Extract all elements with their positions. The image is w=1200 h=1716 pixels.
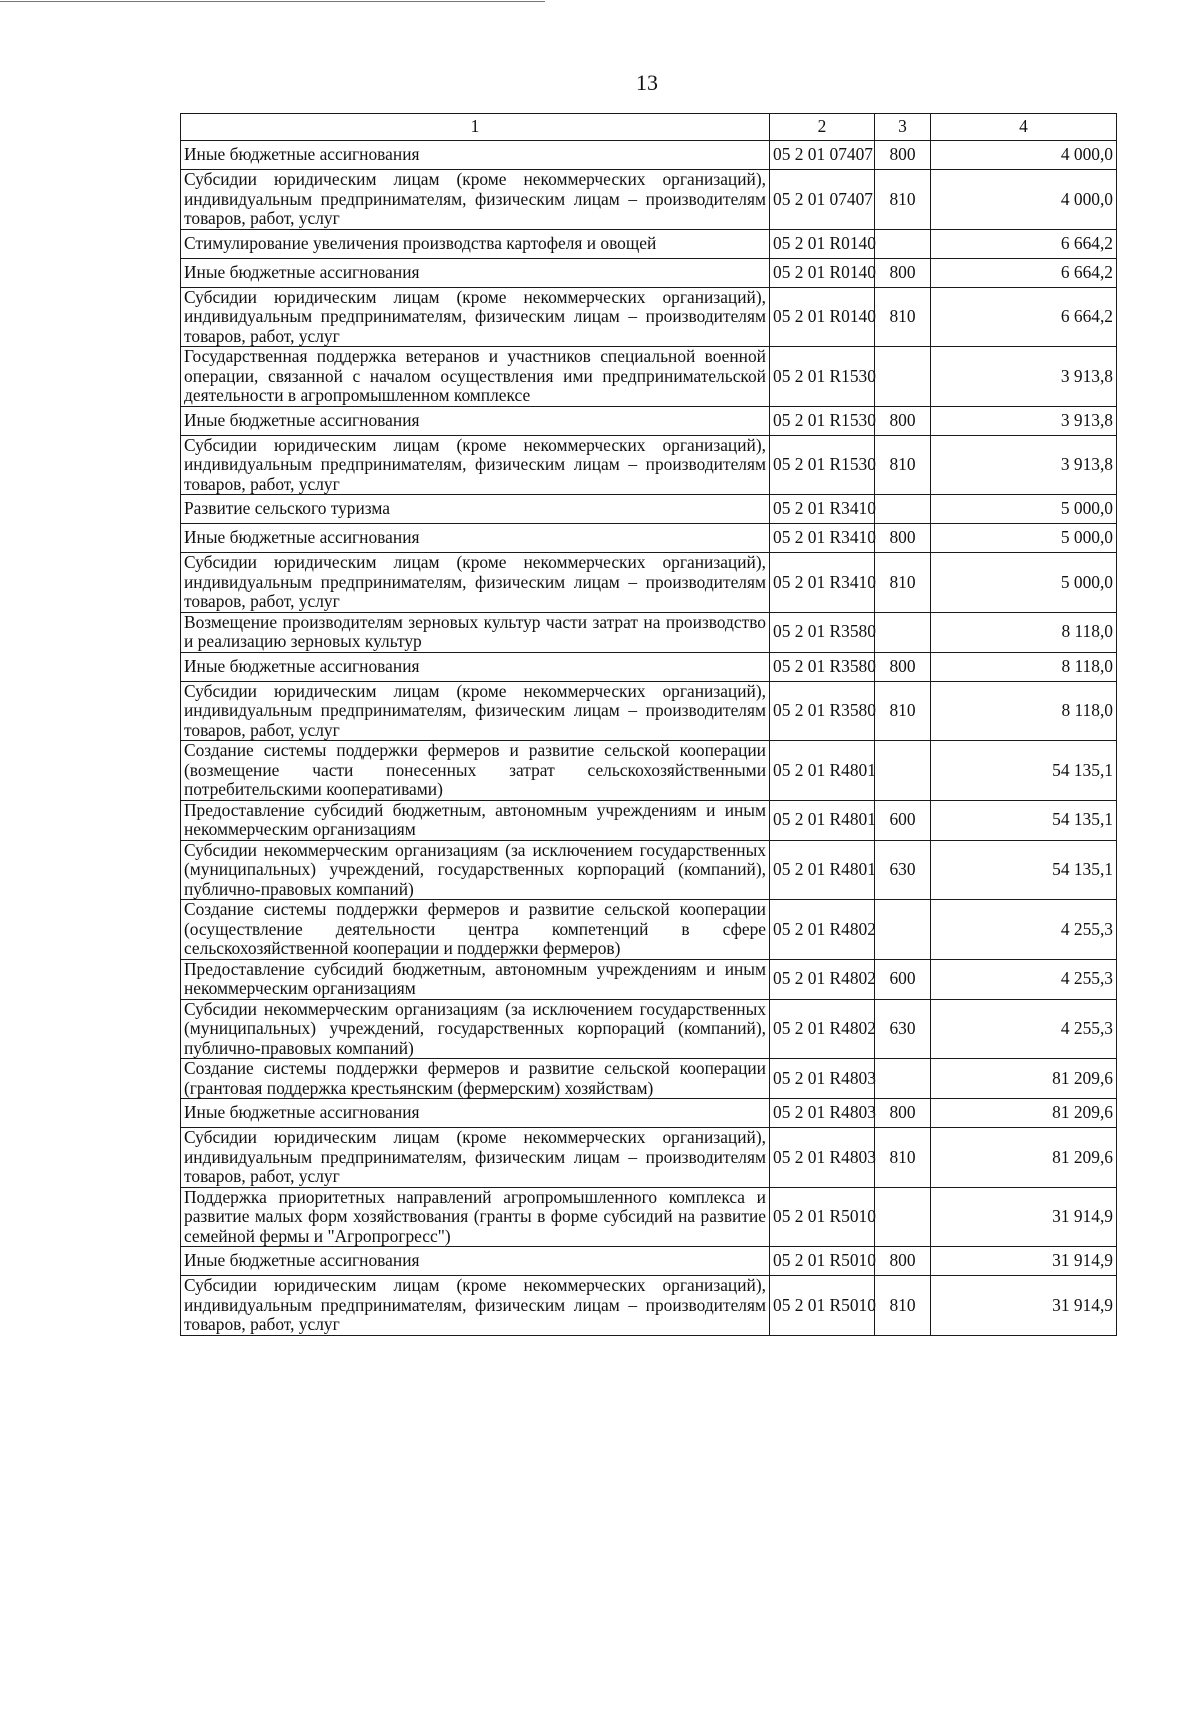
- table-row: [181, 524, 1117, 553]
- column-header-amount: 4: [931, 114, 1117, 141]
- row-name-cell: Субсидии юридическим лицам (кроме некоммерческих организаций), индивидуальным предпринимателям, физическим лицам – производителям товаров, работ, услуг: [181, 435, 770, 495]
- row-code-cell: 05 2 01 R3580: [770, 652, 875, 681]
- row-code-cell: 05 2 01 R4803: [770, 1128, 875, 1188]
- row-amount-cell: 4 000,0: [931, 141, 1117, 170]
- row-amount-cell: 4 255,3: [931, 900, 1117, 960]
- scan-edge-line: [0, 1, 545, 2]
- row-expense-type-cell: 800: [875, 258, 931, 287]
- table-row: [181, 1276, 1117, 1336]
- row-name-cell: Иные бюджетные ассигнования: [181, 1247, 770, 1276]
- row-name-cell: Иные бюджетные ассигнования: [181, 524, 770, 553]
- row-code-cell: 05 2 01 R4801: [770, 741, 875, 801]
- row-amount-cell: 54 135,1: [931, 741, 1117, 801]
- row-expense-type-cell: [875, 1059, 931, 1099]
- row-expense-type-cell: 800: [875, 141, 931, 170]
- table-row: [181, 840, 1117, 900]
- row-expense-type-cell: 600: [875, 959, 931, 999]
- column-header-code: 2: [770, 114, 875, 141]
- row-amount-cell: 81 209,6: [931, 1128, 1117, 1188]
- row-name-cell: Субсидии некоммерческим организациям (за исключением государственных (муниципальных) учреждений, государственных корпораций (компаний), публично-правовых компаний): [181, 999, 770, 1059]
- table-row: [181, 435, 1117, 495]
- row-expense-type-cell: [875, 1187, 931, 1247]
- row-amount-cell: 8 118,0: [931, 652, 1117, 681]
- row-amount-cell: 31 914,9: [931, 1276, 1117, 1336]
- row-code-cell: 05 2 01 R3580: [770, 612, 875, 652]
- row-name-cell: Создание системы поддержки фермеров и развитие сельской кооперации (возмещение части понесенных затрат сельскохозяйственными потребительскими кооперативами): [181, 741, 770, 801]
- row-amount-cell: 3 913,8: [931, 406, 1117, 435]
- row-name-cell: Предоставление субсидий бюджетным, автономным учреждениям и иным некоммерческим организациям: [181, 800, 770, 840]
- row-code-cell: 05 2 01 R5010: [770, 1247, 875, 1276]
- row-code-cell: 05 2 01 07407: [770, 170, 875, 230]
- table-row: [181, 258, 1117, 287]
- table-row: [181, 495, 1117, 524]
- table-row: [181, 347, 1117, 407]
- row-code-cell: 05 2 01 R3410: [770, 495, 875, 524]
- row-code-cell: 05 2 01 R1530: [770, 347, 875, 407]
- row-expense-type-cell: 800: [875, 1099, 931, 1128]
- table-body: [181, 141, 1117, 1336]
- table-row: [181, 900, 1117, 960]
- row-amount-cell: 31 914,9: [931, 1247, 1117, 1276]
- row-name-cell: Субсидии юридическим лицам (кроме некоммерческих организаций), индивидуальным предпринимателям, физическим лицам – производителям товаров, работ, услуг: [181, 681, 770, 741]
- row-amount-cell: 81 209,6: [931, 1059, 1117, 1099]
- row-code-cell: 05 2 01 R5010: [770, 1187, 875, 1247]
- table-row: [181, 652, 1117, 681]
- budget-table: [180, 113, 1117, 1336]
- row-name-cell: Создание системы поддержки фермеров и развитие сельской кооперации (осуществление деятельности центра компетенций в сфере сельскохозяйственной кооперации и поддержки фермеров): [181, 900, 770, 960]
- table-row: [181, 612, 1117, 652]
- row-code-cell: 05 2 01 R5010: [770, 1276, 875, 1336]
- table-row: [181, 1187, 1117, 1247]
- row-expense-type-cell: 800: [875, 652, 931, 681]
- row-expense-type-cell: [875, 900, 931, 960]
- row-name-cell: Субсидии юридическим лицам (кроме некоммерческих организаций), индивидуальным предпринимателям, физическим лицам – производителям товаров, работ, услуг: [181, 287, 770, 347]
- row-code-cell: 05 2 01 R3410: [770, 524, 875, 553]
- row-code-cell: 05 2 01 R0140: [770, 287, 875, 347]
- row-expense-type-cell: 810: [875, 287, 931, 347]
- row-code-cell: 05 2 01 R1530: [770, 435, 875, 495]
- table-row: [181, 681, 1117, 741]
- row-expense-type-cell: 810: [875, 1128, 931, 1188]
- row-code-cell: 05 2 01 R4802: [770, 959, 875, 999]
- row-code-cell: 05 2 01 R0140: [770, 229, 875, 258]
- table-row: [181, 553, 1117, 613]
- row-expense-type-cell: 800: [875, 1247, 931, 1276]
- row-amount-cell: 4 255,3: [931, 959, 1117, 999]
- table-row: [181, 800, 1117, 840]
- row-code-cell: 05 2 01 R1530: [770, 406, 875, 435]
- table-row: [181, 959, 1117, 999]
- row-amount-cell: 5 000,0: [931, 495, 1117, 524]
- row-amount-cell: 3 913,8: [931, 435, 1117, 495]
- row-amount-cell: 54 135,1: [931, 840, 1117, 900]
- row-amount-cell: 54 135,1: [931, 800, 1117, 840]
- row-amount-cell: 5 000,0: [931, 553, 1117, 613]
- row-amount-cell: 81 209,6: [931, 1099, 1117, 1128]
- row-expense-type-cell: [875, 741, 931, 801]
- table-row: [181, 170, 1117, 230]
- row-amount-cell: 6 664,2: [931, 229, 1117, 258]
- row-expense-type-cell: [875, 495, 931, 524]
- page-number: 13: [636, 70, 658, 95]
- row-name-cell: Иные бюджетные ассигнования: [181, 258, 770, 287]
- row-name-cell: Иные бюджетные ассигнования: [181, 406, 770, 435]
- column-header-name: 1: [181, 114, 770, 141]
- row-expense-type-cell: 600: [875, 800, 931, 840]
- row-name-cell: Поддержка приоритетных направлений агропромышленного комплекса и развитие малых форм хозяйствования (гранты в форме субсидий на развитие семейной фермы и "Агропрогресс"): [181, 1187, 770, 1247]
- row-expense-type-cell: 810: [875, 170, 931, 230]
- table-row: [181, 1128, 1117, 1188]
- row-amount-cell: 8 118,0: [931, 681, 1117, 741]
- table-row: [181, 1059, 1117, 1099]
- row-name-cell: Субсидии юридическим лицам (кроме некоммерческих организаций), индивидуальным предпринимателям, физическим лицам – производителям товаров, работ, услуг: [181, 170, 770, 230]
- row-amount-cell: 5 000,0: [931, 524, 1117, 553]
- row-name-cell: Субсидии юридическим лицам (кроме некоммерческих организаций), индивидуальным предпринимателям, физическим лицам – производителям товаров, работ, услуг: [181, 1128, 770, 1188]
- row-amount-cell: 31 914,9: [931, 1187, 1117, 1247]
- row-expense-type-cell: 630: [875, 999, 931, 1059]
- row-expense-type-cell: [875, 229, 931, 258]
- row-expense-type-cell: [875, 347, 931, 407]
- row-amount-cell: 3 913,8: [931, 347, 1117, 407]
- row-amount-cell: 4 000,0: [931, 170, 1117, 230]
- row-code-cell: 05 2 01 R3410: [770, 553, 875, 613]
- row-name-cell: Развитие сельского туризма: [181, 495, 770, 524]
- row-name-cell: Иные бюджетные ассигнования: [181, 141, 770, 170]
- row-expense-type-cell: [875, 612, 931, 652]
- row-name-cell: Стимулирование увеличения производства картофеля и овощей: [181, 229, 770, 258]
- table-row: [181, 229, 1117, 258]
- row-code-cell: 05 2 01 R4802: [770, 900, 875, 960]
- row-expense-type-cell: 800: [875, 524, 931, 553]
- row-code-cell: 05 2 01 R4803: [770, 1099, 875, 1128]
- row-code-cell: 05 2 01 R4802: [770, 999, 875, 1059]
- row-amount-cell: 6 664,2: [931, 287, 1117, 347]
- row-name-cell: Иные бюджетные ассигнования: [181, 1099, 770, 1128]
- column-header-expense-type: 3: [875, 114, 931, 141]
- row-code-cell: 05 2 01 R4803: [770, 1059, 875, 1099]
- table-row: [181, 741, 1117, 801]
- table-row: [181, 141, 1117, 170]
- row-name-cell: Иные бюджетные ассигнования: [181, 652, 770, 681]
- row-name-cell: Субсидии некоммерческим организациям (за исключением государственных (муниципальных) учреждений, государственных корпораций (компаний), публично-правовых компаний): [181, 840, 770, 900]
- row-code-cell: 05 2 01 R4801: [770, 840, 875, 900]
- table-row: [181, 999, 1117, 1059]
- row-code-cell: 05 2 01 R0140: [770, 258, 875, 287]
- row-expense-type-cell: 810: [875, 681, 931, 741]
- row-amount-cell: 8 118,0: [931, 612, 1117, 652]
- row-amount-cell: 6 664,2: [931, 258, 1117, 287]
- row-name-cell: Государственная поддержка ветеранов и участников специальной военной операции, связанной с началом осуществления ими предпринимательской деятельности в агропромышленном комплексе: [181, 347, 770, 407]
- table-row: [181, 287, 1117, 347]
- row-expense-type-cell: 810: [875, 435, 931, 495]
- row-expense-type-cell: 810: [875, 553, 931, 613]
- row-expense-type-cell: 800: [875, 406, 931, 435]
- row-expense-type-cell: 810: [875, 1276, 931, 1336]
- row-name-cell: Возмещение производителям зерновых культур части затрат на производство и реализацию зерновых культур: [181, 612, 770, 652]
- row-name-cell: Создание системы поддержки фермеров и развитие сельской кооперации (грантовая поддержка крестьянским (фермерским) хозяйствам): [181, 1059, 770, 1099]
- table-row: [181, 1247, 1117, 1276]
- row-expense-type-cell: 630: [875, 840, 931, 900]
- row-amount-cell: 4 255,3: [931, 999, 1117, 1059]
- row-name-cell: Субсидии юридическим лицам (кроме некоммерческих организаций), индивидуальным предпринимателям, физическим лицам – производителям товаров, работ, услуг: [181, 1276, 770, 1336]
- row-code-cell: 05 2 01 07407: [770, 141, 875, 170]
- row-code-cell: 05 2 01 R4801: [770, 800, 875, 840]
- row-name-cell: Субсидии юридическим лицам (кроме некоммерческих организаций), индивидуальным предпринимателям, физическим лицам – производителям товаров, работ, услуг: [181, 553, 770, 613]
- row-name-cell: Предоставление субсидий бюджетным, автономным учреждениям и иным некоммерческим организациям: [181, 959, 770, 999]
- row-code-cell: 05 2 01 R3580: [770, 681, 875, 741]
- table-row: [181, 1099, 1117, 1128]
- table-header-row: [181, 114, 1117, 141]
- table-row: [181, 406, 1117, 435]
